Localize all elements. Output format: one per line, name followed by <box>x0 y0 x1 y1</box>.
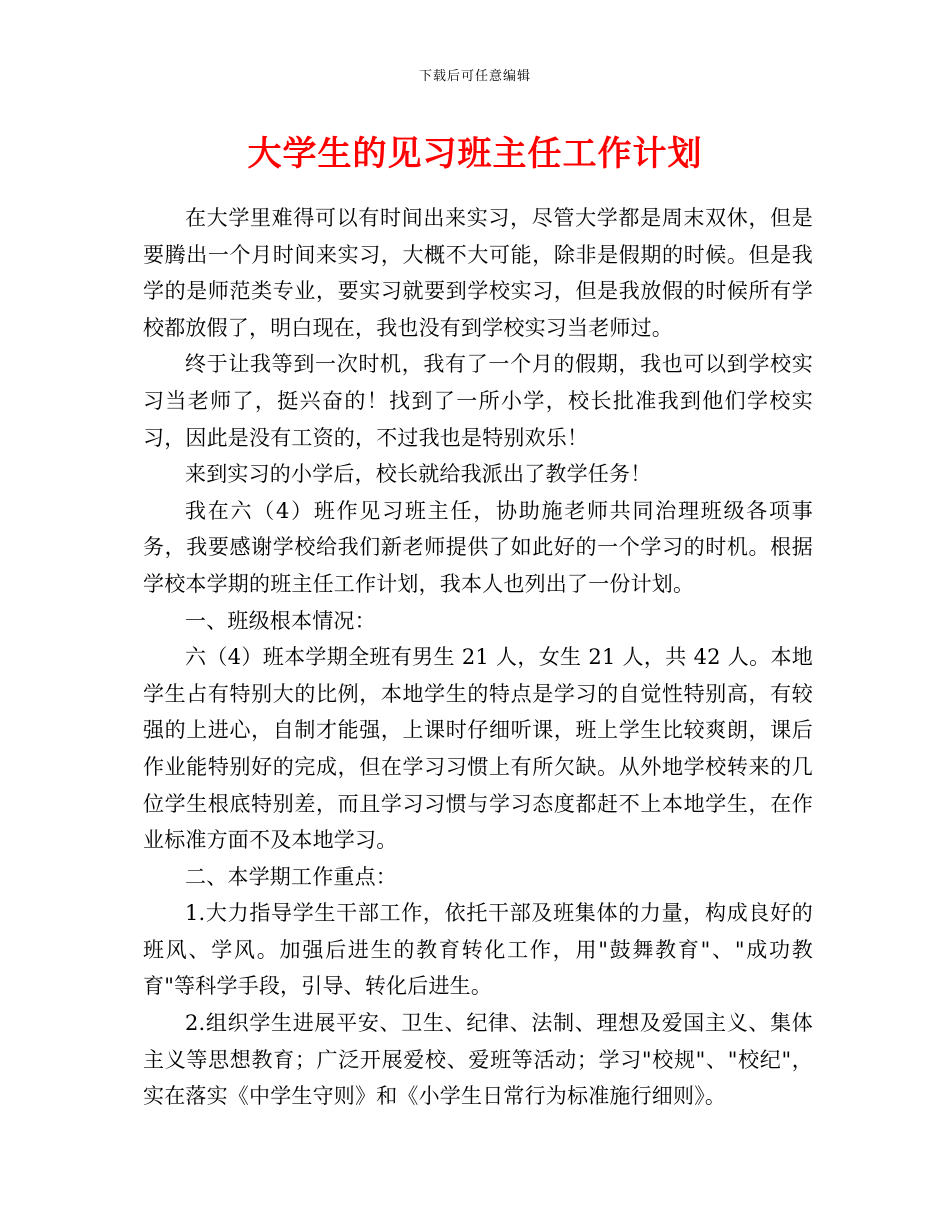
paragraph: 在大学里难得可以有时间出来实习，尽管大学都是周末双休，但是要腾出一个月时间来实习，大概不大可能，除非是假期的时候。但是我学的是师范类专业，要实习就要到学校实习，但是我放假的时候所有学校都放假了，明白现在，我也没有到学校实习当老师过。 <box>143 206 813 340</box>
paragraph: 我在六（4）班作见习班主任，协助施老师共同治理班级各项事务，我要感谢学校给我们新老师提供了如此好的一个学习的时机。根据学校本学期的班主任工作计划，我本人也列出了一份计划。 <box>143 498 813 596</box>
paragraph: 六（4）班本学期全班有男生 21 人，女生 21 人，共 42 人。本地学生占有特别大的比例，本地学生的特点是学习的自觉性特别高，有较强的上进心，自制才能强，上课时仔细听课，班上学生比较爽朗，课后作业能特别好的完成，但在学习习惯上有所欠缺。从外地学校转来的几位学生根底特别差，而且学习习惯与学习态度都赶不上本地学生，在作业标准方面不及本地学习。 <box>143 645 813 853</box>
section-heading: 一、班级根本情况： <box>185 608 376 633</box>
header-note: 下载后可任意编辑 <box>418 69 531 84</box>
document-title: 大学生的见习班主任工作计划 <box>247 134 703 174</box>
paragraph: 终于让我等到一次时机，我有了一个月的假期，我也可以到学校实习当老师了，挺兴奋的！找到了一所小学，校长批准我到他们学校实习，因此是没有工资的，不过我也是特别欢乐！ <box>143 352 813 450</box>
section-heading: 二、本学期工作重点： <box>185 864 397 889</box>
list-item: 2.组织学生进展平安、卫生、纪律、法制、理想及爱国主义、集体主义等思想教育；广泛开展爱校、爱班等活动；学习"校规"、"校纪"，实在落实《中学生守则》和《小学生日常行为标准施行细则》。 <box>143 1011 813 1109</box>
paragraph: 来到实习的小学后，校长就给我派出了教学任务！ <box>185 462 652 487</box>
document-body <box>143 200 813 1115</box>
list-item: 1.大力指导学生干部工作，依托干部及班集体的力量，构成良好的班风、学风。加强后进生的教育转化工作，用"鼓舞教育"、"成功教育"等科学手段，引导、转化后进生。 <box>143 901 813 999</box>
